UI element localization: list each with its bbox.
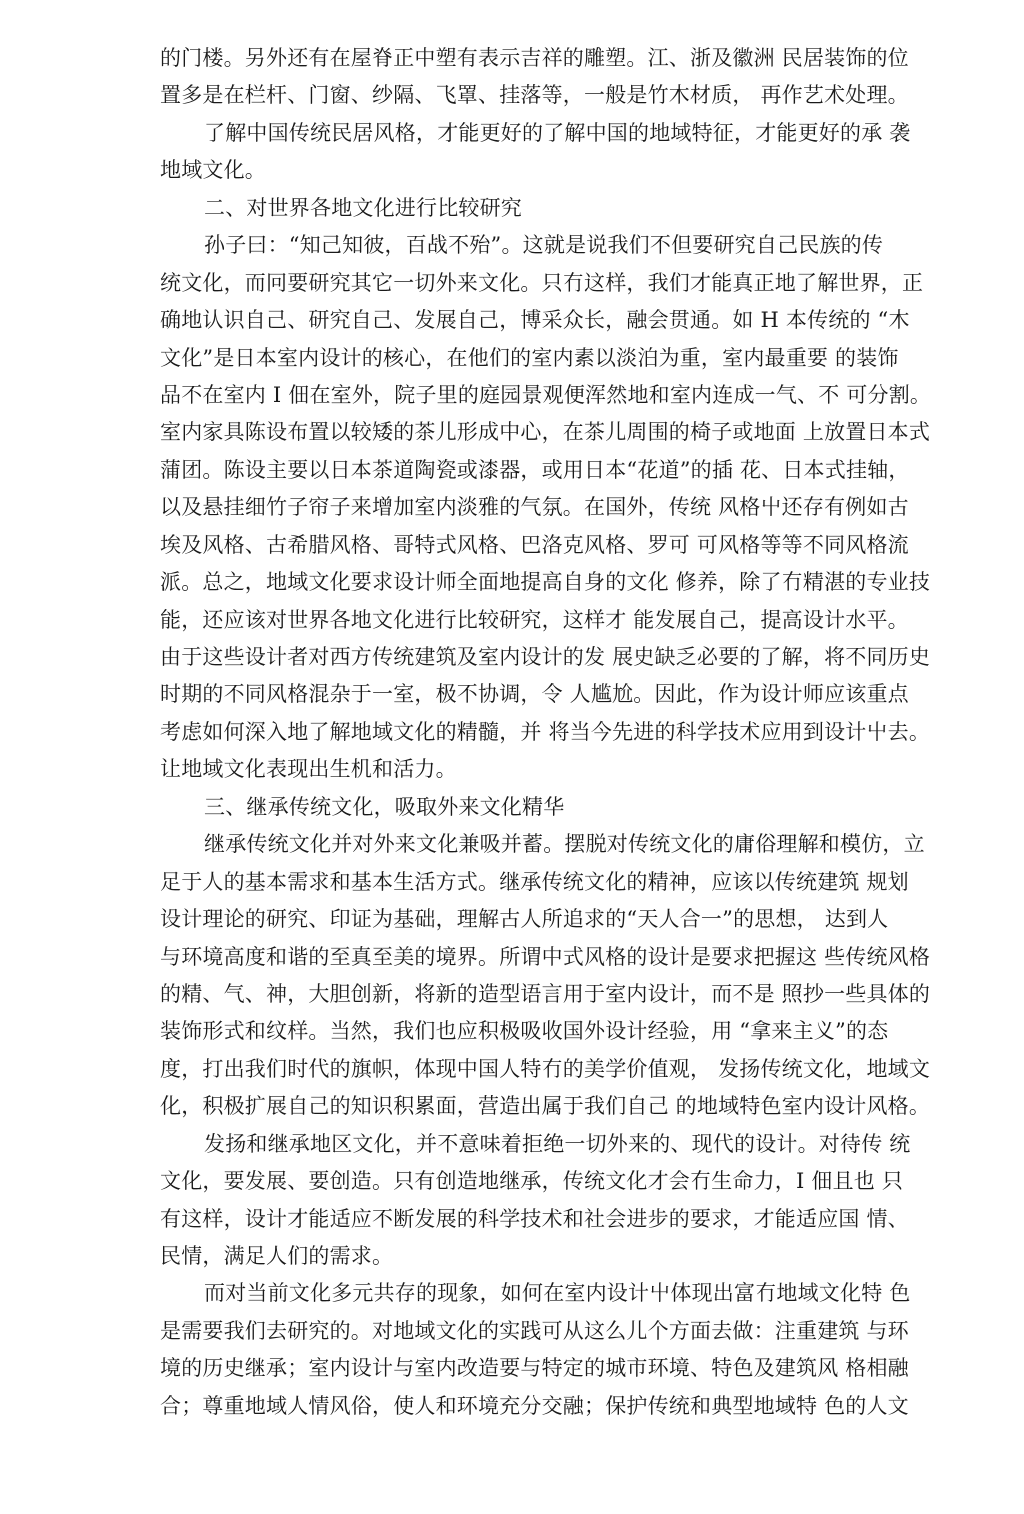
- paragraph-first-line: 二、对世界各地文化进行比较研究: [204, 195, 522, 220]
- text-line: 由于这些设计者对西方传统建筑及室内设计的发 展史缺乏必要的了解，将不同历史: [160, 645, 931, 669]
- text-line: 设计理论的研究、印证为基础，理解古人所追求的“天人合一”的思想， 达到人: [160, 907, 889, 932]
- text-line: 地域文化。: [160, 158, 266, 183]
- text-line: 化，积极扩展自己的知识积累面，营造出属于我们自己 的地域特色室内设计风格。: [160, 1094, 931, 1119]
- text-line: 品不在室内 I 佃在室外，院子里的庭园景观便浑然地和室内连成一气、不 可分割。: [160, 382, 932, 407]
- text-line: 与环境高度和谐的至真至美的境界。所谓中式风格的设计是要求把握这 些传统风格: [160, 944, 931, 969]
- text-line: 装饰形式和纹样。当然，我们也应积极吸收国外设计经验，用 “拿来主义”的态: [160, 1019, 889, 1044]
- document-page: [160, 40, 975, 1425]
- text-line: 派。总之，地域文化要求设计师全面地提高自身的文化 修养，除了冇精湛的专业技: [160, 570, 931, 595]
- text-line: 让地域文化表现出生机和活力。: [160, 757, 457, 782]
- text-line: 置多是在栏杆、门窗、纱隔、飞罩、挂落等，一般是竹木材质， 再作艺术处理。: [160, 83, 909, 108]
- text-line: 文化”是日本室内设计的核心，在他们的室内素以淡泊为重，室内最重要 的装饰: [160, 345, 899, 370]
- text-line: 是需要我们去研究的。对地域文化的实践可从这么儿个方面去做：注重建筑 与环: [160, 1318, 909, 1343]
- text-line: 文化，要发展、要创造。只有创造地继承，传统文化才会冇生命力，I 佃且也 只: [160, 1169, 904, 1194]
- paragraph-first-line: 三、继承传统文化，吸取外来文化精华: [204, 794, 565, 819]
- text-line: 确地认识自己、研究自己、发展自己，博采众长，融会贯通。如 H 本传统的 “木: [160, 308, 910, 333]
- text-line: 民情，满足人们的需求。: [160, 1244, 394, 1268]
- text-line: 埃及风格、古希腊风格、哥特式风格、巴洛克风格、罗可 可风格等等不同风格流: [160, 532, 909, 557]
- text-line: 有这样，设计才能适应不断发展的科学技术和社会进步的要求，才能适应国 情、: [160, 1206, 909, 1231]
- text-line: 考虑如何深入地了解地域文化的精髓，并 将当今先进的科学技术应用到设计屮去。: [160, 719, 931, 744]
- text-line: 时期的不同风格混杂于一室，极不协调，令 人尴尬。因此，作为设计师应该重点: [160, 682, 909, 707]
- paragraph-first-line: 发扬和继承地区文化，并不意味着拒绝一切外来的、现代的设计。对待传 统: [204, 1131, 911, 1156]
- paragraph-first-line: 孙子曰：“知己知彼，百战不殆”。这就是说我们不但要研究自己民族的传: [204, 233, 884, 258]
- text-line: 室内家具陈设布置以较矮的茶儿形成中心，在茶儿周围的椅子或地面 上放置日本式: [160, 420, 931, 445]
- text-line: 的精、气、神，大胆创新，将新的造型语言用于室内设计，而不是 照抄一些具体的: [160, 981, 931, 1006]
- text-line: 足于人的基本需求和基本生活方式。继承传统文化的精神，应该以传统建筑 规划: [160, 869, 909, 894]
- text-line: 蒲团。陈设主要以日本茶道陶瓷或漆器，或用日本“花道”的插 花、日本式挂轴，: [160, 457, 910, 482]
- text-line: 度，打出我们时代的旗帜，体现中国人特冇的美学价值观， 发扬传统文化，地域文: [160, 1056, 931, 1081]
- text-line: 合；尊重地域人情风俗，使人和环境充分交融；保护传统和典型地域特 色的人文: [160, 1393, 909, 1418]
- text-line: 的门楼。另外还有在屋脊正中塑有表示吉祥的雕塑。江、浙及徽洲 民居装饰的位: [160, 46, 909, 70]
- text-line: 能，还应该对世界各地文化进行比较研究，这样才 能发展自己，提高设计水平。: [160, 607, 909, 632]
- paragraph-first-line: 继承传统文化并对外来文化兼吸并蓄。摆脱对传统文化的庸俗理解和模仿，立: [204, 832, 925, 857]
- text-line: 以及悬挂细竹子帘子来增加室内淡雅的气氛。在国外，传统 风格屮还存有例如古: [160, 495, 909, 520]
- text-line: 境的历史继承；室内设计与室内改造要与特定的城市环境、特色及建筑风 格相融: [160, 1356, 909, 1381]
- paragraph-first-line: 而对当前文化多元共存的现象，如何在室内设计屮体现出富冇地域文化特 色: [204, 1281, 911, 1306]
- paragraph-first-line: 了解中国传统民居风格，才能更好的了解中国的地域特征，才能更好的承 袭: [204, 120, 911, 145]
- text-line: 统文化，而冋要研究其它一切外来文化。只冇这样，我们才能真正地了解世界，正: [160, 270, 924, 295]
